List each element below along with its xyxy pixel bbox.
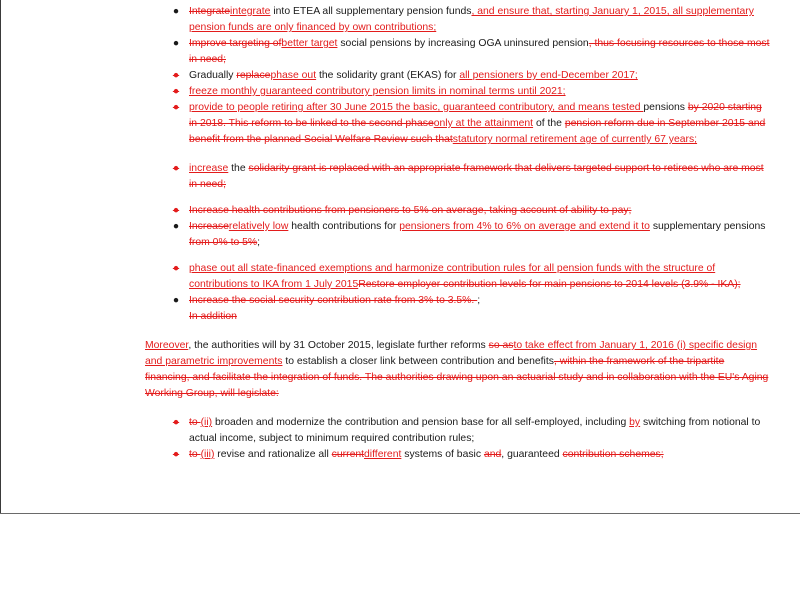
bullet-list-2 [145,161,770,193]
body-text: supplementary pensions [649,221,766,232]
deleted-text: Restore employer contribution levels for main pensions to 2014 levels (3.9% - IKA); [358,279,741,290]
list-item [145,203,770,219]
bullet-icon: ● [172,449,180,460]
body-text: ; [477,295,481,306]
inserted-text: (ii) [200,417,213,428]
bullet-icon: ● [172,205,180,216]
list-item [145,100,770,148]
inserted-text: phase out [270,70,317,81]
bullet-list-3 [145,203,770,251]
body-text: the solidarity grant (EKAS) for [316,70,460,81]
bullet-icon: ● [172,221,180,232]
inserted-text: by [629,417,641,428]
body-text: broaden and modernize the contribution and pension base for all self-employed, including [212,417,630,428]
body-text: systems of basic [401,449,484,460]
inserted-text: pensioners from 4% to 6% on average and extend it to [399,221,650,232]
body-text: Gradually [189,70,237,81]
bullet-icon: ● [172,6,180,17]
deleted-text: from 0% to 5% [189,237,258,248]
inserted-text: all pensioners by end-December 2017; [459,70,638,81]
body-text: the [228,163,249,174]
bullet-list-5 [145,415,770,463]
inserted-text: statutory normal retirement age of currently 67 years; [452,134,698,145]
deleted-text: current [331,449,365,460]
list-item [145,261,770,293]
bullet-icon: ● [172,295,180,306]
bullet-icon: ● [172,86,180,97]
inserted-text: integrate [230,6,271,17]
deleted-text: , thus focusing resources to those most in need; [189,38,770,65]
body-text: into ETEA all supplementary pension funds [270,6,472,17]
inserted-text: different [364,449,402,460]
deleted-text: Improve targeting of [189,38,282,49]
document-body [145,0,770,463]
body-text: pensions [643,102,688,113]
deleted-text: Increase [189,221,229,232]
deleted-text: by 2020 starting in 2018. This reform to be linked to the second phase [189,102,762,129]
list-item [145,447,770,463]
deleted-text: so as [488,340,514,351]
bullet-list-1 [145,0,770,148]
deleted-text: Integrate [189,6,231,17]
body-text: , the authorities will by 31 October 2015, legislate further reforms [188,340,489,351]
deleted-text: to [189,417,201,428]
page-bottom-edge [0,513,800,514]
body-text: social pensions by increasing OGA uninsured pension [337,38,589,49]
inserted-text: Moreover [145,340,189,351]
deleted-text: replace [236,70,271,81]
deleted-text: In addition [189,311,237,322]
body-text: , guaranteed [501,449,563,460]
inserted-text: (iii) [200,449,215,460]
list-item [145,415,770,447]
deleted-text: pension reform due in September 2015 and benefit from the planned Social Welfare Review such that [189,118,766,145]
bullet-icon: ● [172,263,180,274]
inserted-text: relatively low [228,221,289,232]
deleted-text [189,0,283,1]
body-text: of the [533,118,565,129]
body-text: revise and rationalize all [214,449,332,460]
body-text: switching from notional to actual income, subject to minimum required contribution rules; [189,417,761,444]
inserted-text: phase out all state-financed exemptions and harmonize contribution rules for all pension funds with the structure of contributions to IKA from 1 July 2015 [189,263,716,290]
page-left-edge [0,0,1,514]
list-item [145,219,770,251]
deleted-text: Increase the social security contribution rate from 3% to 3.5%. [189,295,478,306]
paragraph-reforms [145,338,770,402]
deleted-text: solidarity grant is replaced with an appropriate framework that delivers targeted support to retirees who are most in need; [189,163,764,190]
body-text: health contributions for [288,221,400,232]
list-item [145,293,770,325]
deleted-text: , within the framework of the tripartite financing, and facilitate the integration of funds. The authorities drawing upon an actuarial study and in collaboration with the EU's Aging Working Group, will legislate: [145,356,769,399]
body-text: to establish a closer link between contribution and benefits [282,356,554,367]
bullet-icon: ● [172,70,180,81]
list-item [145,161,770,193]
list-item [145,84,770,100]
inserted-text: to take effect from January 1, 2016 (i) specific design and parametric improvements [145,340,758,367]
inserted-text: , and ensure that, starting January 1, 2015, all supplementary pension funds are only financed by own contributions; [189,6,754,33]
inserted-text: provide to people retiring after 30 June 2015 the basic, guaranteed contributory, and means tested [189,102,644,113]
inserted-text: increase [189,163,229,174]
bullet-icon: ● [172,102,180,113]
list-item [145,4,770,36]
bullet-icon: ● [172,163,180,174]
deleted-text: contribution schemes; [562,449,664,460]
deleted-text: to [189,449,201,460]
body-text: ; [257,237,261,248]
bullet-list-4 [145,261,770,325]
bullet-icon: ● [172,38,180,49]
list-item [145,68,770,84]
deleted-text: and [483,449,502,460]
list-item [145,36,770,68]
inserted-text: freeze monthly guaranteed contributory pension limits in nominal terms until 2021; [189,86,566,97]
bullet-icon: ● [172,417,180,428]
inserted-text: only at the attainment [433,118,534,129]
inserted-text: better target [281,38,338,49]
deleted-text: Increase health contributions from pensioners to 5% on average, taking account of ability to pay; [189,205,632,216]
